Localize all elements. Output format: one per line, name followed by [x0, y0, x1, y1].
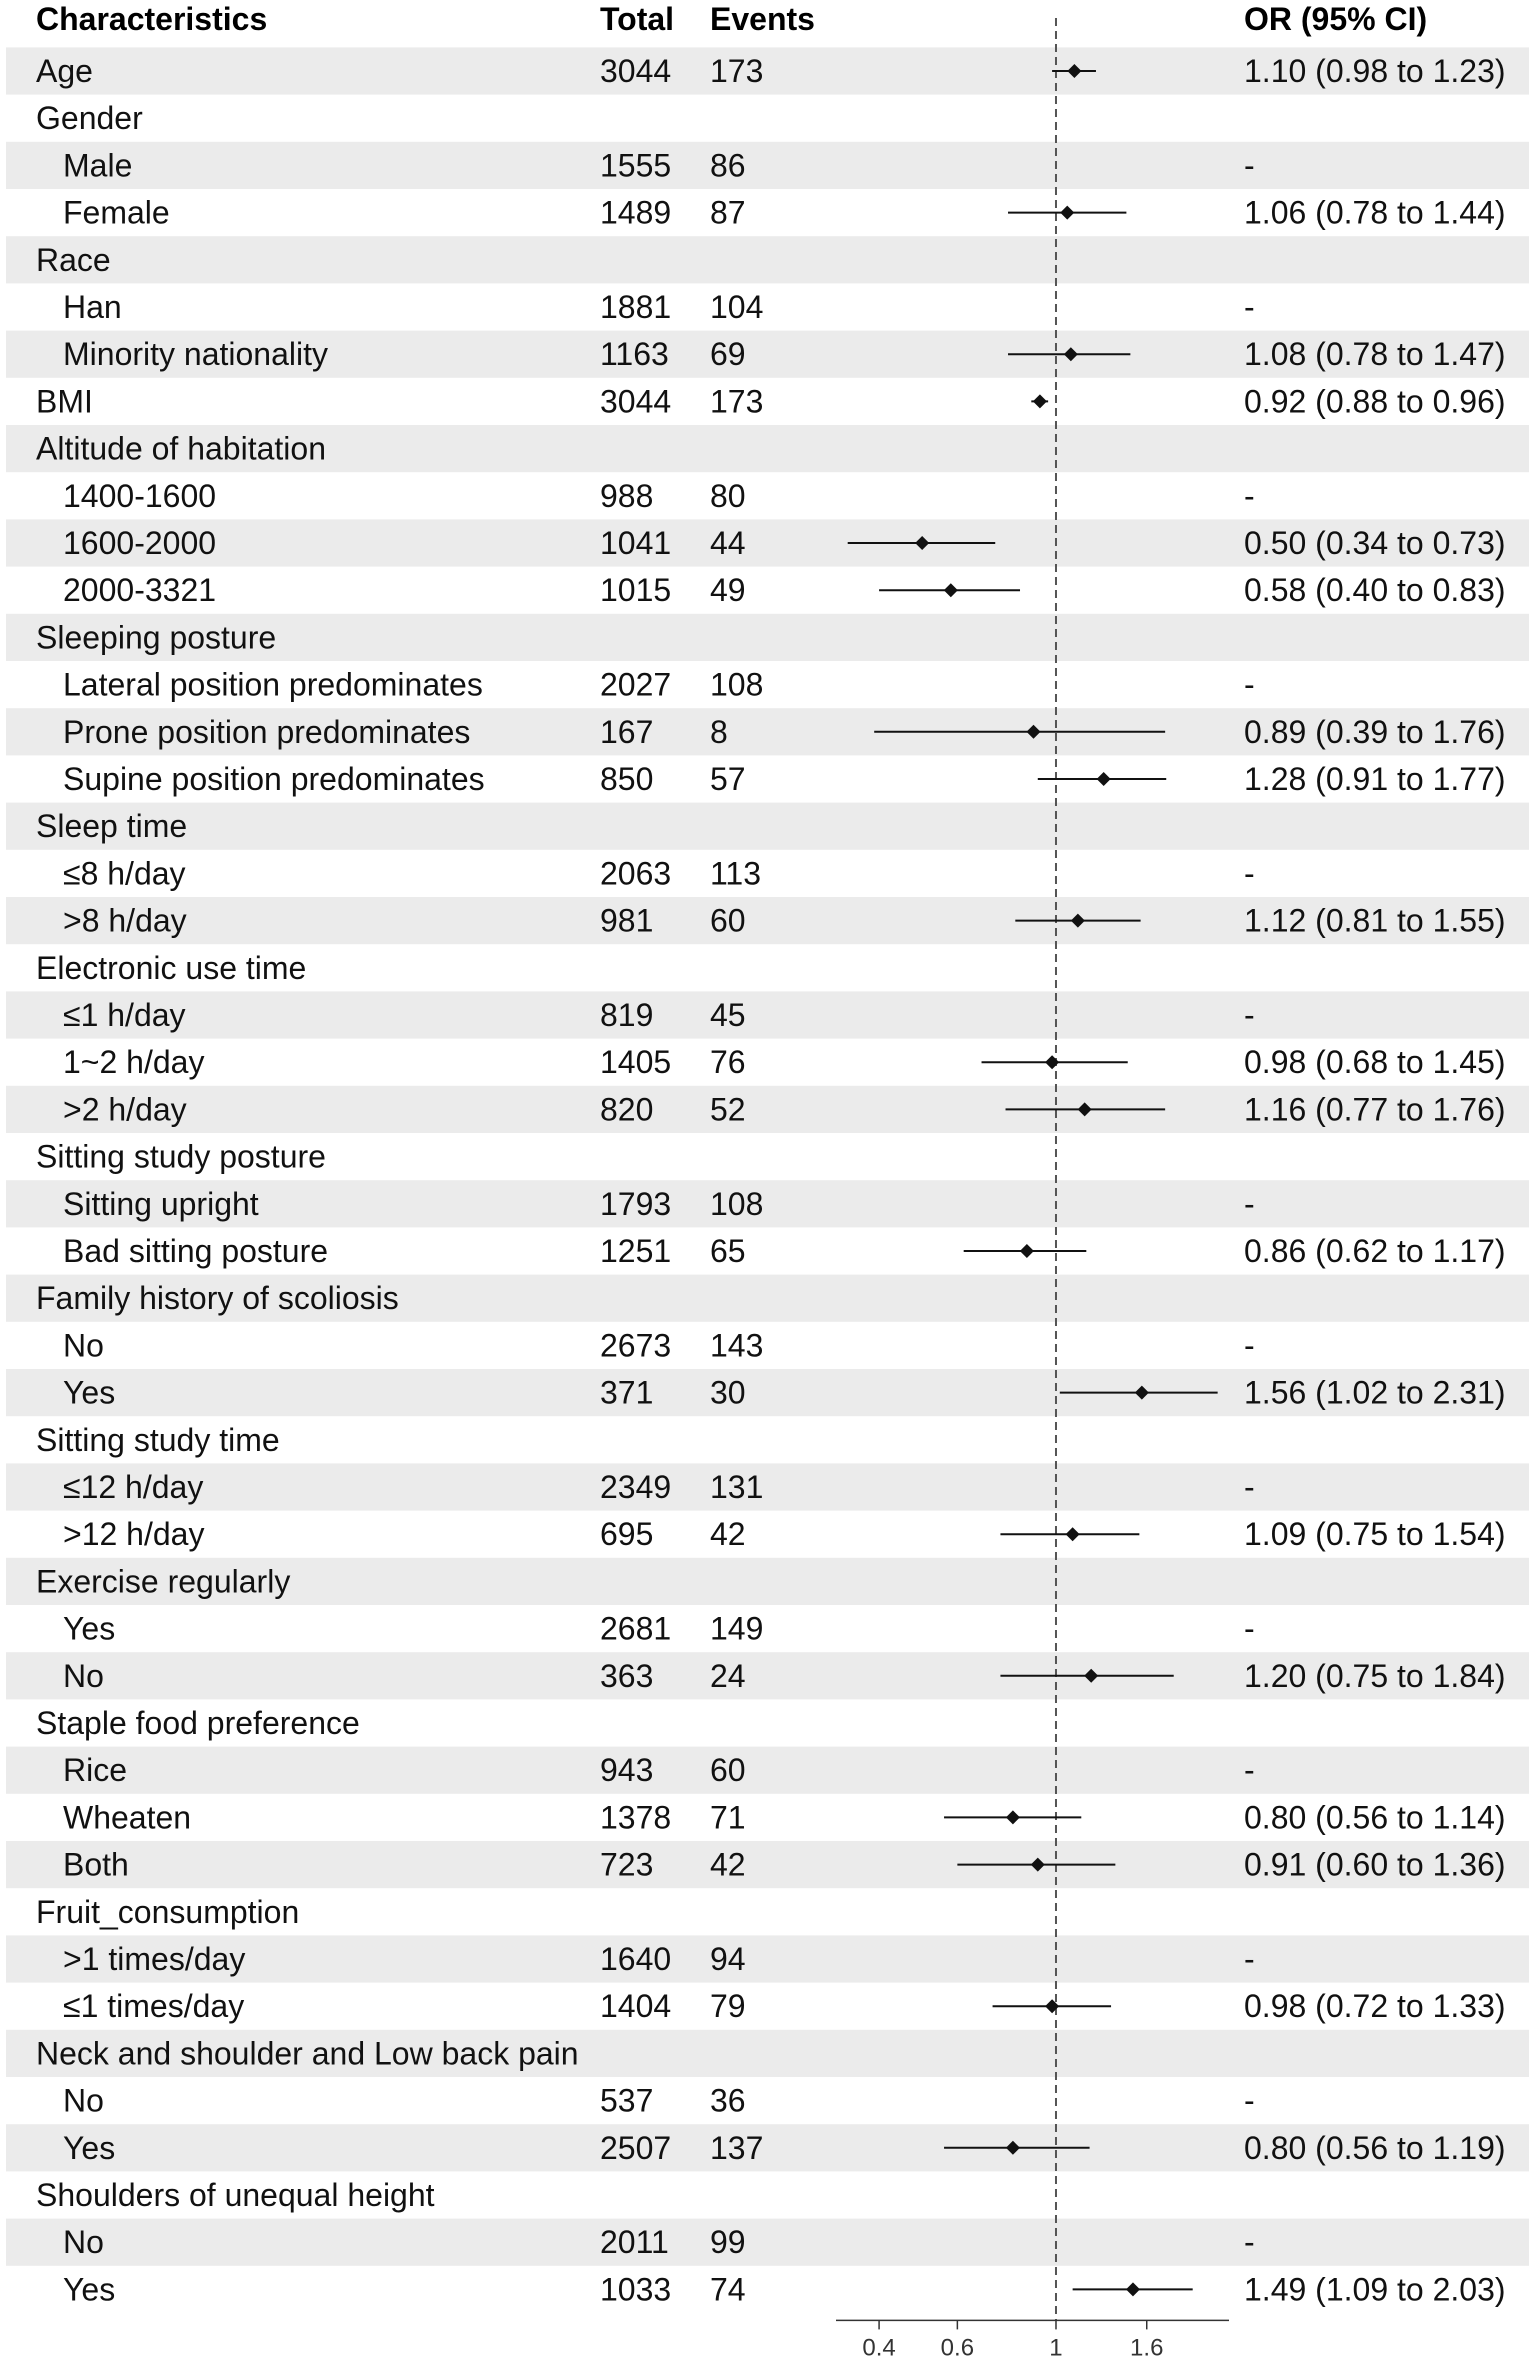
events-cell: 99	[710, 2224, 746, 2261]
or-ci-cell: 0.89 (0.39 to 1.76)	[1244, 713, 1506, 750]
row-label: Supine position predominates	[63, 761, 485, 797]
table-row	[36, 808, 187, 844]
row-label: ≤1 h/day	[63, 997, 186, 1033]
events-cell: 87	[710, 194, 746, 231]
row-label: ≤12 h/day	[63, 1469, 204, 1505]
events-cell: 45	[710, 997, 746, 1033]
table-row	[63, 1327, 1255, 1363]
point-estimate	[1066, 1527, 1080, 1541]
row-label: >8 h/day	[63, 902, 187, 939]
or-ci-cell: -	[1244, 997, 1255, 1033]
row-label: Electronic use time	[36, 949, 307, 986]
table-header	[36, 1, 1427, 37]
row-label: No	[63, 1657, 104, 1694]
total-cell: 537	[600, 2082, 654, 2119]
total-cell: 981	[600, 902, 654, 939]
table-row	[36, 1422, 280, 1458]
events-cell: 113	[710, 855, 762, 892]
table-row	[36, 2177, 435, 2213]
row-label: Yes	[63, 1610, 116, 1647]
total-cell: 2063	[600, 855, 672, 892]
header-characteristics: Characteristics	[36, 1, 268, 37]
events-cell: 71	[710, 1799, 746, 1836]
total-cell: 695	[600, 1516, 654, 1553]
or-ci-cell: -	[1244, 666, 1255, 703]
or-ci-cell: -	[1244, 1610, 1255, 1647]
events-cell: 24	[710, 1657, 746, 1694]
row-label: Bad sitting posture	[63, 1233, 329, 1269]
or-ci-cell: -	[1244, 477, 1255, 514]
table-row	[63, 761, 1506, 797]
total-cell: 943	[600, 1752, 654, 1789]
or-ci-cell: -	[1244, 1752, 1255, 1789]
point-estimate	[1097, 772, 1111, 786]
events-cell: 69	[710, 336, 746, 373]
row-label: Altitude of habitation	[36, 430, 326, 467]
row-label: 1~2 h/day	[63, 1044, 205, 1081]
row-label: Gender	[36, 100, 143, 137]
row-label: >2 h/day	[63, 1091, 187, 1128]
table-row	[63, 667, 1255, 703]
events-cell: 149	[710, 1610, 764, 1647]
or-ci-cell: -	[1244, 855, 1255, 892]
row-label: Male	[63, 147, 133, 184]
or-ci-cell: -	[1244, 1941, 1255, 1977]
or-ci-cell: 1.49 (1.09 to 2.03)	[1244, 2271, 1506, 2308]
point-estimate	[1033, 394, 1047, 408]
row-stripe	[6, 1747, 1529, 1794]
events-cell: 44	[710, 525, 746, 561]
total-cell: 3044	[600, 53, 672, 89]
or-ci-cell: 1.20 (0.75 to 1.84)	[1244, 1657, 1506, 1694]
table-row	[36, 950, 306, 986]
row-label: Fruit_consumption	[36, 1893, 300, 1930]
row-label: Sleeping posture	[36, 619, 277, 656]
events-cell: 80	[710, 477, 746, 514]
row-label: Rice	[63, 1752, 128, 1789]
events-cell: 49	[710, 572, 746, 609]
total-cell: 3044	[600, 383, 672, 420]
header-or-ci: OR (95% CI)	[1244, 1, 1428, 37]
table-row	[63, 478, 1255, 514]
x-tick-label: 1.6	[1130, 2334, 1164, 2360]
row-label: Female	[63, 194, 170, 231]
row-label: ≤8 h/day	[63, 855, 186, 892]
row-label: Shoulders of unequal height	[36, 2177, 435, 2213]
total-cell: 1793	[600, 1185, 672, 1222]
or-ci-cell: 1.56 (1.02 to 2.31)	[1244, 1374, 1506, 1411]
row-label: BMI	[36, 383, 93, 420]
events-cell: 60	[710, 1752, 746, 1789]
row-label: Exercise regularly	[36, 1563, 291, 1600]
x-axis	[836, 2320, 1229, 2360]
or-ci-cell: 0.98 (0.68 to 1.45)	[1244, 1044, 1506, 1081]
or-ci-cell: -	[1244, 2082, 1255, 2119]
events-cell: 108	[710, 1185, 764, 1222]
row-label: Both	[63, 1846, 129, 1883]
row-stripe	[6, 236, 1529, 283]
row-label: Sitting study time	[36, 1421, 280, 1458]
or-ci-cell: 0.80 (0.56 to 1.19)	[1244, 2129, 1506, 2166]
total-cell: 2027	[600, 666, 672, 703]
total-cell: 2011	[600, 2224, 669, 2261]
total-cell: 363	[600, 1657, 654, 1694]
row-label: Prone position predominates	[63, 713, 471, 750]
row-label: >1 times/day	[63, 1941, 246, 1977]
row-label: Neck and shoulder and Low back pain	[36, 2035, 579, 2072]
events-cell: 42	[710, 1516, 746, 1553]
or-ci-cell: -	[1244, 289, 1255, 325]
or-ci-cell: 1.16 (0.77 to 1.76)	[1244, 1091, 1506, 1128]
x-tick-label: 1	[1049, 2334, 1063, 2360]
table-row	[36, 431, 326, 467]
events-cell: 36	[710, 2082, 746, 2119]
table-row	[63, 1799, 1506, 1835]
or-ci-cell: 0.91 (0.60 to 1.36)	[1244, 1846, 1506, 1883]
or-ci-cell: -	[1244, 1469, 1255, 1505]
row-label: Wheaten	[63, 1799, 192, 1836]
or-ci-cell: -	[1244, 2224, 1255, 2261]
total-cell: 1640	[600, 1941, 672, 1977]
total-cell: 1378	[600, 1799, 672, 1836]
or-ci-cell: 1.12 (0.81 to 1.55)	[1244, 902, 1506, 939]
row-stripe	[6, 142, 1529, 189]
row-label: Family history of scoliosis	[36, 1280, 399, 1317]
total-cell: 2681	[600, 1610, 672, 1647]
point-estimate	[944, 583, 958, 597]
events-cell: 108	[710, 666, 764, 703]
table-row	[63, 289, 1255, 325]
or-ci-cell: 1.09 (0.75 to 1.54)	[1244, 1516, 1506, 1553]
events-cell: 94	[710, 1941, 746, 1977]
row-stripe	[6, 1463, 1529, 1510]
x-tick-label: 0.6	[940, 2334, 975, 2360]
events-cell: 173	[710, 53, 764, 89]
header-total: Total	[600, 1, 675, 37]
total-cell: 2349	[600, 1469, 672, 1505]
row-label: Lateral position predominates	[63, 666, 483, 703]
or-ci-cell: -	[1244, 1327, 1255, 1364]
row-label: Minority nationality	[63, 336, 328, 373]
events-cell: 74	[710, 2271, 746, 2308]
events-cell: 52	[710, 1091, 746, 1128]
point-estimate	[1126, 2282, 1140, 2296]
header-events: Events	[710, 1, 815, 37]
point-estimate	[1006, 1810, 1020, 1824]
events-cell: 137	[710, 2129, 764, 2166]
total-cell: 2507	[600, 2129, 672, 2166]
or-ci-cell: 1.08 (0.78 to 1.47)	[1244, 336, 1506, 373]
total-cell: 850	[600, 761, 654, 797]
row-stripe	[6, 803, 1529, 850]
total-cell: 988	[600, 477, 654, 514]
events-cell: 104	[710, 289, 764, 325]
x-tick-label: 0.4	[862, 2334, 896, 2360]
row-label: Yes	[63, 2129, 116, 2166]
or-ci-cell: 0.92 (0.88 to 0.96)	[1244, 383, 1506, 420]
table-row	[36, 242, 111, 278]
events-cell: 131	[710, 1469, 764, 1505]
row-label: 1400-1600	[63, 477, 217, 514]
or-ci-cell: 0.50 (0.34 to 0.73)	[1244, 525, 1506, 561]
or-ci-cell: -	[1244, 147, 1255, 184]
row-label: Age	[36, 53, 93, 89]
table-row	[36, 100, 143, 136]
total-cell: 371	[600, 1374, 654, 1411]
events-cell: 79	[710, 1988, 746, 2025]
point-estimate	[1020, 1244, 1034, 1258]
total-cell: 1033	[600, 2271, 672, 2308]
total-cell: 2673	[600, 1327, 672, 1364]
table-row	[63, 572, 1506, 608]
point-estimate	[1045, 1055, 1059, 1069]
row-label: Staple food preference	[36, 1705, 360, 1741]
total-cell: 1405	[600, 1044, 672, 1081]
total-cell: 1251	[600, 1233, 672, 1269]
events-cell: 30	[710, 1374, 746, 1411]
events-cell: 76	[710, 1044, 746, 1081]
table-row	[63, 855, 1255, 891]
total-cell: 1041	[600, 525, 672, 561]
row-label: Han	[63, 289, 122, 325]
total-cell: 1489	[600, 194, 672, 231]
total-cell: 1881	[600, 289, 672, 325]
total-cell: 1015	[600, 572, 672, 609]
row-stripe	[6, 991, 1529, 1038]
or-ci-cell: 0.58 (0.40 to 0.83)	[1244, 572, 1506, 609]
table-row	[63, 1611, 1255, 1647]
events-cell: 42	[710, 1846, 746, 1883]
total-cell: 819	[600, 997, 654, 1033]
row-label: Yes	[63, 1374, 116, 1411]
row-label: No	[63, 2224, 104, 2261]
total-cell: 820	[600, 1091, 654, 1128]
events-cell: 173	[710, 383, 764, 420]
table-row	[63, 1044, 1506, 1080]
table-row	[63, 2083, 1255, 2119]
table-row	[63, 1988, 1506, 2024]
row-label: Race	[36, 241, 111, 278]
or-ci-cell: -	[1244, 1185, 1255, 1222]
total-cell: 1555	[600, 147, 672, 184]
row-label: No	[63, 2082, 104, 2119]
or-ci-cell: 1.28 (0.91 to 1.77)	[1244, 761, 1506, 797]
or-ci-cell: 1.10 (0.98 to 1.23)	[1244, 53, 1506, 89]
events-cell: 86	[710, 147, 746, 184]
table-row	[36, 1894, 299, 1930]
row-label: ≤1 times/day	[63, 1988, 245, 2025]
row-label: Sitting upright	[63, 1185, 259, 1222]
table-row	[63, 195, 1506, 231]
events-cell: 143	[710, 1327, 764, 1364]
row-label: No	[63, 1327, 104, 1364]
table-row	[36, 1280, 399, 1316]
total-cell: 1404	[600, 1988, 672, 2025]
table-row	[36, 1563, 290, 1599]
point-estimate	[1060, 206, 1074, 220]
table-row	[36, 383, 1506, 419]
row-label: >12 h/day	[63, 1516, 205, 1553]
row-label: Sitting study posture	[36, 1138, 326, 1175]
events-cell: 65	[710, 1233, 746, 1269]
total-cell: 1163	[600, 336, 669, 373]
total-cell: 167	[600, 713, 654, 750]
events-cell: 60	[710, 902, 746, 939]
row-label: Yes	[63, 2271, 116, 2308]
table-row	[63, 1233, 1506, 1269]
events-cell: 8	[710, 713, 728, 750]
table-row	[63, 2271, 1506, 2307]
or-ci-cell: 1.06 (0.78 to 1.44)	[1244, 194, 1506, 231]
row-label: Sleep time	[36, 808, 188, 845]
total-cell: 723	[600, 1846, 654, 1883]
row-label: 2000-3321	[63, 572, 217, 609]
row-stripe	[6, 2219, 1529, 2266]
or-ci-cell: 0.86 (0.62 to 1.17)	[1244, 1233, 1506, 1269]
table-row	[36, 1139, 326, 1175]
events-cell: 57	[710, 761, 746, 797]
or-ci-cell: 0.98 (0.72 to 1.33)	[1244, 1988, 1506, 2025]
row-label: 1600-2000	[63, 525, 217, 561]
table-row	[36, 2035, 579, 2071]
or-ci-cell: 0.80 (0.56 to 1.14)	[1244, 1799, 1506, 1836]
table-row	[63, 1516, 1506, 1552]
table-row	[36, 619, 276, 655]
table-row	[36, 1705, 360, 1741]
